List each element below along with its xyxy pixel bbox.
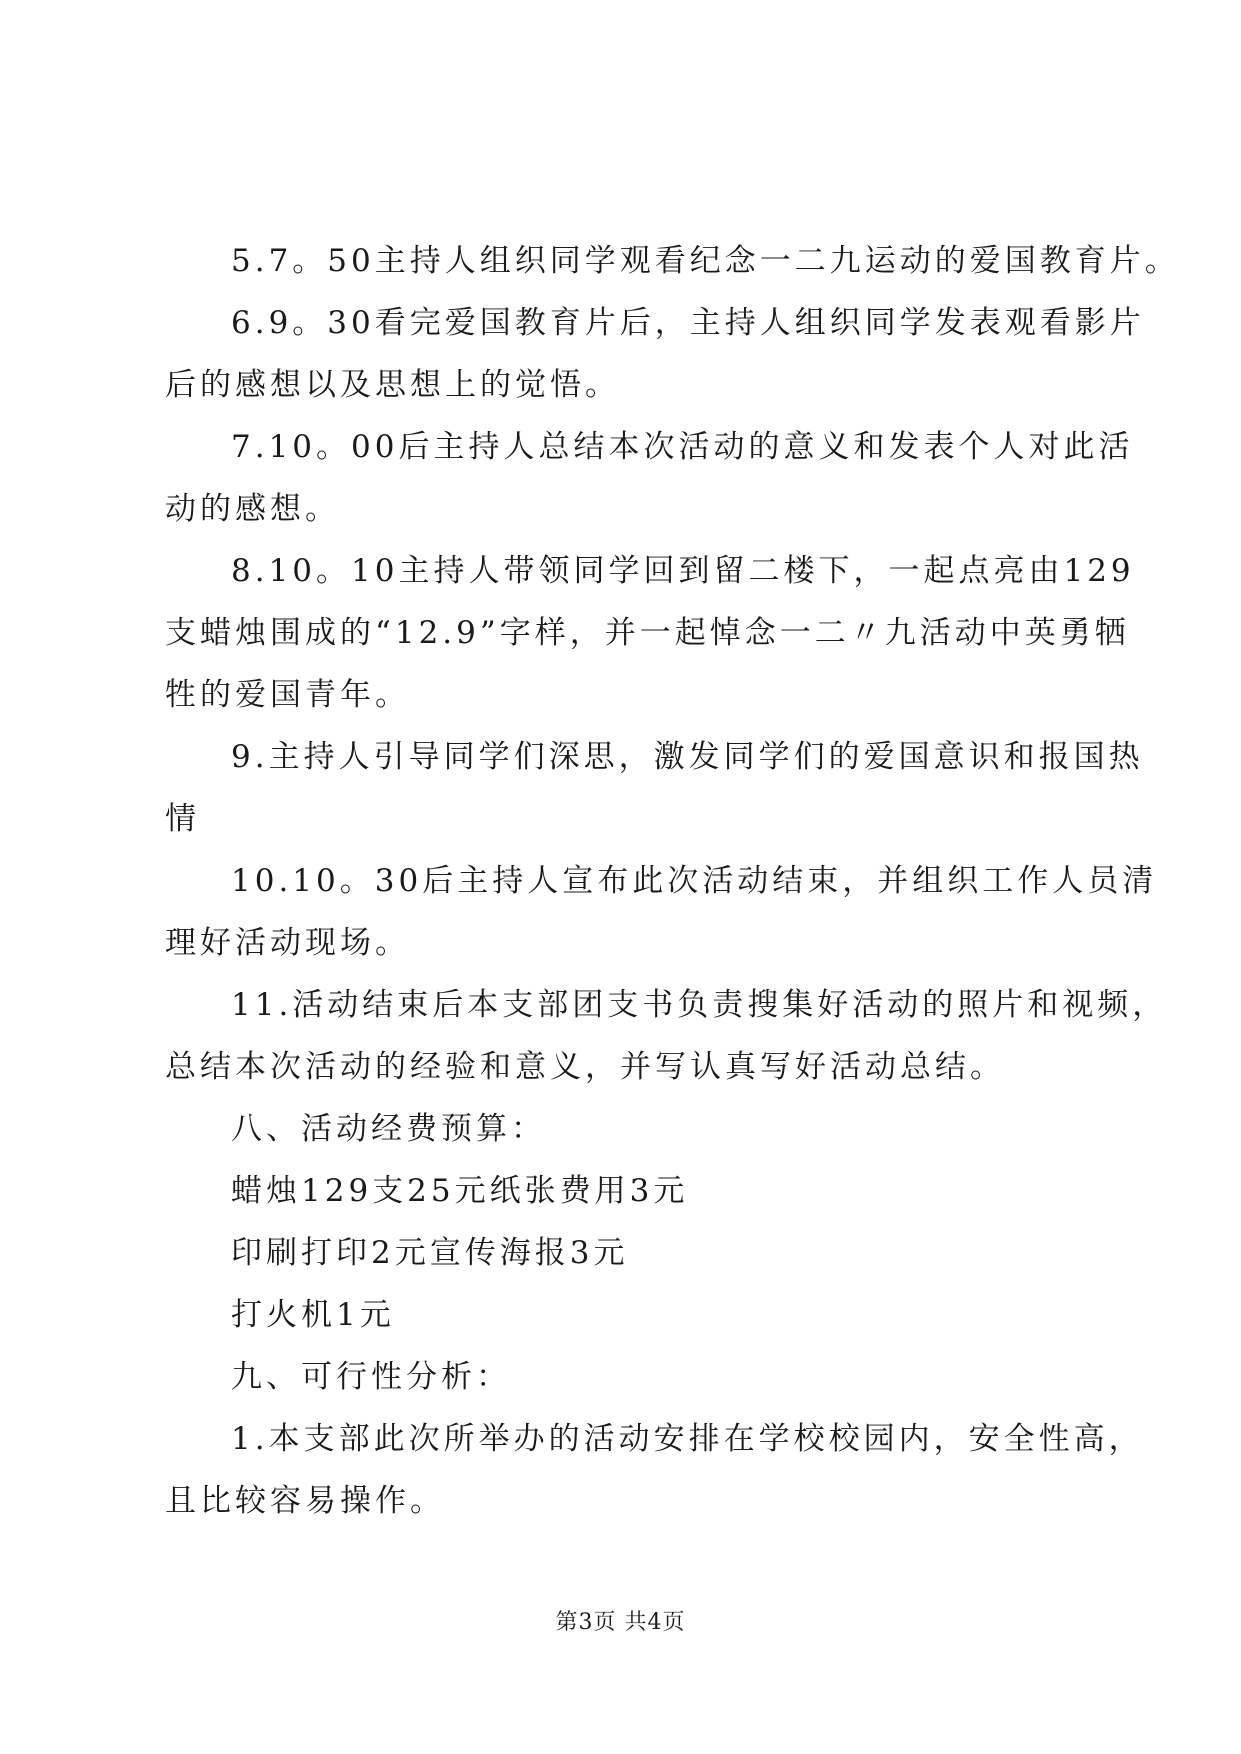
section-heading: 九、可行性分析：	[231, 1359, 511, 1395]
document-body	[165, 230, 1180, 1532]
paragraph-line: 动的感想。	[165, 491, 340, 527]
paragraph-line: 6.9。30看完爱国教育片后，主持人组织同学发表观看影片	[231, 305, 1145, 341]
budget-line: 蜡烛129支25元纸张费用3元	[231, 1173, 689, 1209]
paragraph-line: 支蜡烛围成的“12.9”字样，并一起悼念一二〃九活动中英勇牺	[165, 615, 1130, 651]
budget-line: 打火机1元	[231, 1297, 395, 1333]
paragraph-line: 7.10。00后主持人总结本次活动的意义和发表个人对此活	[231, 429, 1134, 465]
paragraph-line: 8.10。10主持人带领同学回到留二楼下，一起点亮由129	[231, 553, 1135, 589]
budget-line: 印刷打印2元宣传海报3元	[231, 1235, 629, 1271]
paragraph-line: 后的感想以及思想上的觉悟。	[165, 367, 620, 403]
paragraph-line: 1.本支部此次所举办的活动安排在学校校园内，安全性高，	[231, 1421, 1144, 1457]
paragraph-line: 10.10。30后主持人宣布此次活动结束，并组织工作人员清	[231, 863, 1158, 899]
paragraph-line: 11.活动结束后本支部团支书负责搜集好活动的照片和视频，	[231, 987, 1168, 1023]
paragraph-line: 5.7。50主持人组织同学观看纪念一二九运动的爱国教育片。	[231, 243, 1180, 279]
section-heading: 八、活动经费预算：	[231, 1111, 546, 1147]
paragraph-line: 总结本次活动的经验和意义，并写认真写好活动总结。	[165, 1049, 1005, 1085]
page-number-footer: 第3页 共4页	[555, 1610, 686, 1635]
paragraph-line: 9.主持人引导同学们深思，激发同学们的爱国意识和报国热	[231, 739, 1144, 775]
paragraph-line: 牲的爱国青年。	[165, 677, 410, 713]
paragraph-line: 理好活动现场。	[165, 925, 410, 961]
paragraph-line: 且比较容易操作。	[165, 1483, 445, 1519]
paragraph-line: 情	[165, 801, 200, 837]
